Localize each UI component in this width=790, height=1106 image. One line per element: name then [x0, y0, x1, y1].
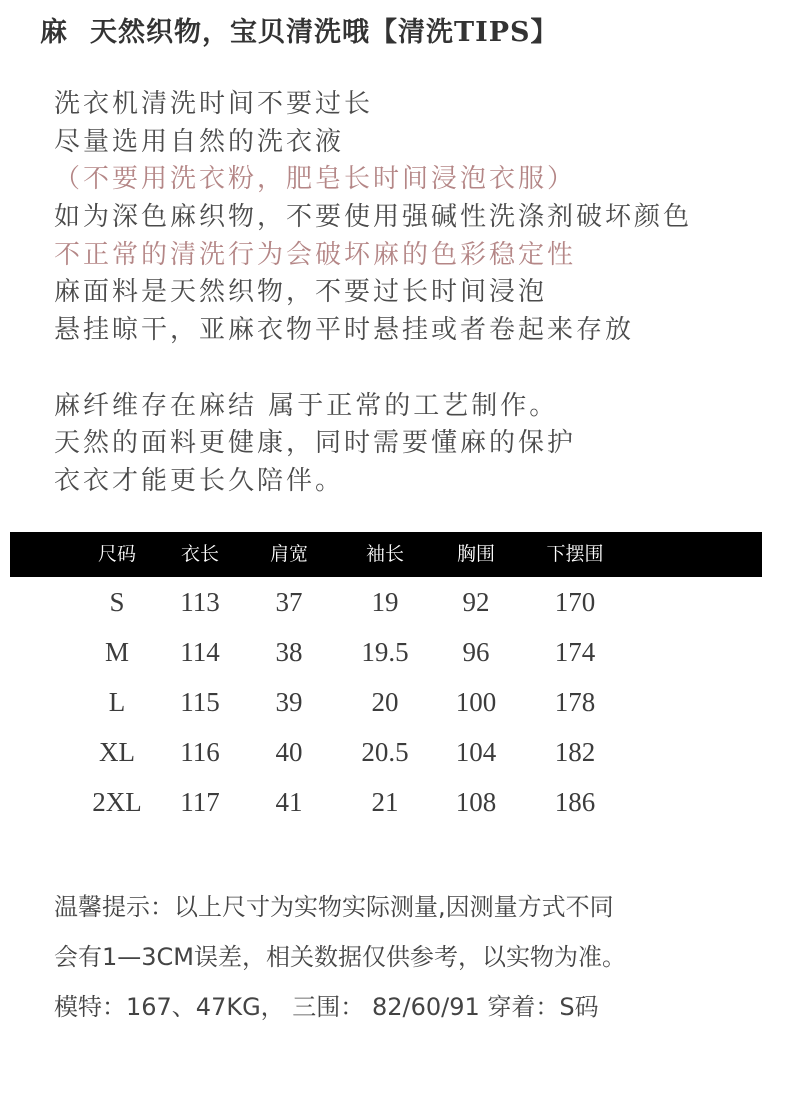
table-row: [10, 627, 762, 677]
table-header-cell: 袖长: [365, 543, 405, 565]
table-cell: 96: [462, 637, 490, 667]
note-line: 温馨提示：以上尺寸为实物实际测量,因测量方式不同: [54, 893, 614, 921]
table-cell: 178: [554, 687, 596, 717]
table-row: [10, 577, 762, 627]
care-line: 洗衣机清洗时间不要过长: [54, 89, 374, 119]
table-cell: 115: [180, 687, 220, 717]
table-cell: 113: [180, 587, 220, 617]
table-cell: 108: [455, 787, 497, 817]
table-cell: 19: [371, 587, 399, 617]
note-line: 模特：167、47KG， 三围： 82/60/91 穿着：S码: [54, 993, 599, 1021]
table-cell: 182: [554, 737, 596, 767]
care-line: 如为深色麻织物，不要使用强碱性洗涤剂破坏颜色: [54, 202, 693, 233]
table-cell: 170: [554, 587, 596, 617]
table-cell: 117: [180, 787, 220, 817]
table-row: [10, 777, 762, 827]
care-line: 麻面料是天然织物，不要过长时间浸泡: [54, 277, 548, 308]
table-cell: 116: [180, 737, 220, 767]
table-header-cell: 胸围: [456, 543, 496, 565]
table-cell: 100: [455, 687, 497, 717]
care-line: 天然的面料更健康，同时需要懂麻的保护: [54, 428, 577, 459]
table-cell: 19.5: [361, 637, 409, 667]
table-cell: 174: [554, 637, 596, 667]
care-line: 麻纤维存在麻结 属于正常的工艺制作。: [54, 390, 559, 421]
table-row: [10, 677, 762, 727]
size-label-cell: L: [108, 687, 126, 717]
table-header-cell: 衣长: [180, 543, 220, 565]
care-line-spacer: [54, 350, 774, 388]
table-cell: 186: [554, 787, 596, 817]
size-table: [10, 532, 762, 837]
title-text: 天然织物，宝贝清洗哦【清洗TIPS】: [90, 17, 559, 48]
table-cell: 20: [371, 687, 399, 717]
page-title: [40, 14, 559, 52]
size-notes: [54, 882, 774, 1032]
care-line: 悬挂晾干，亚麻衣物平时悬挂或者卷起来存放: [54, 315, 635, 346]
care-line: （不要用洗衣粉，肥皂长时间浸泡衣服）: [54, 164, 577, 195]
table-cell: 92: [462, 587, 490, 617]
size-table-body: [10, 577, 762, 837]
table-header-cell: 下摆围: [546, 543, 604, 565]
size-label-cell: M: [104, 637, 130, 667]
table-cell: 39: [275, 687, 303, 717]
table-header-cell: 肩宽: [269, 543, 309, 565]
table-cell: 41: [275, 787, 303, 817]
title-prefix: 麻: [40, 17, 68, 48]
table-cell: 37: [275, 587, 303, 617]
table-row: [10, 727, 762, 777]
size-table-header: [10, 532, 762, 577]
size-label-cell: XL: [99, 737, 135, 767]
size-label-cell: S: [109, 587, 125, 617]
table-cell: 104: [455, 737, 497, 767]
care-line: 衣衣才能更长久陪伴。: [54, 465, 345, 496]
care-instructions: [54, 86, 774, 501]
table-cell: 38: [275, 637, 303, 667]
table-header-cell: 尺码: [97, 543, 137, 565]
table-cell: 20.5: [361, 737, 409, 767]
table-cell: 114: [180, 637, 220, 667]
care-line: 尽量选用自然的洗衣液: [54, 126, 345, 157]
care-line: 不正常的清洗行为会破坏麻的色彩稳定性: [54, 239, 577, 270]
table-cell: 40: [275, 737, 303, 767]
size-label-cell: 2XL: [92, 787, 142, 817]
table-cell: 21: [371, 787, 399, 817]
note-line: 会有1—3CM误差，相关数据仅供参考，以实物为准。: [54, 943, 627, 971]
